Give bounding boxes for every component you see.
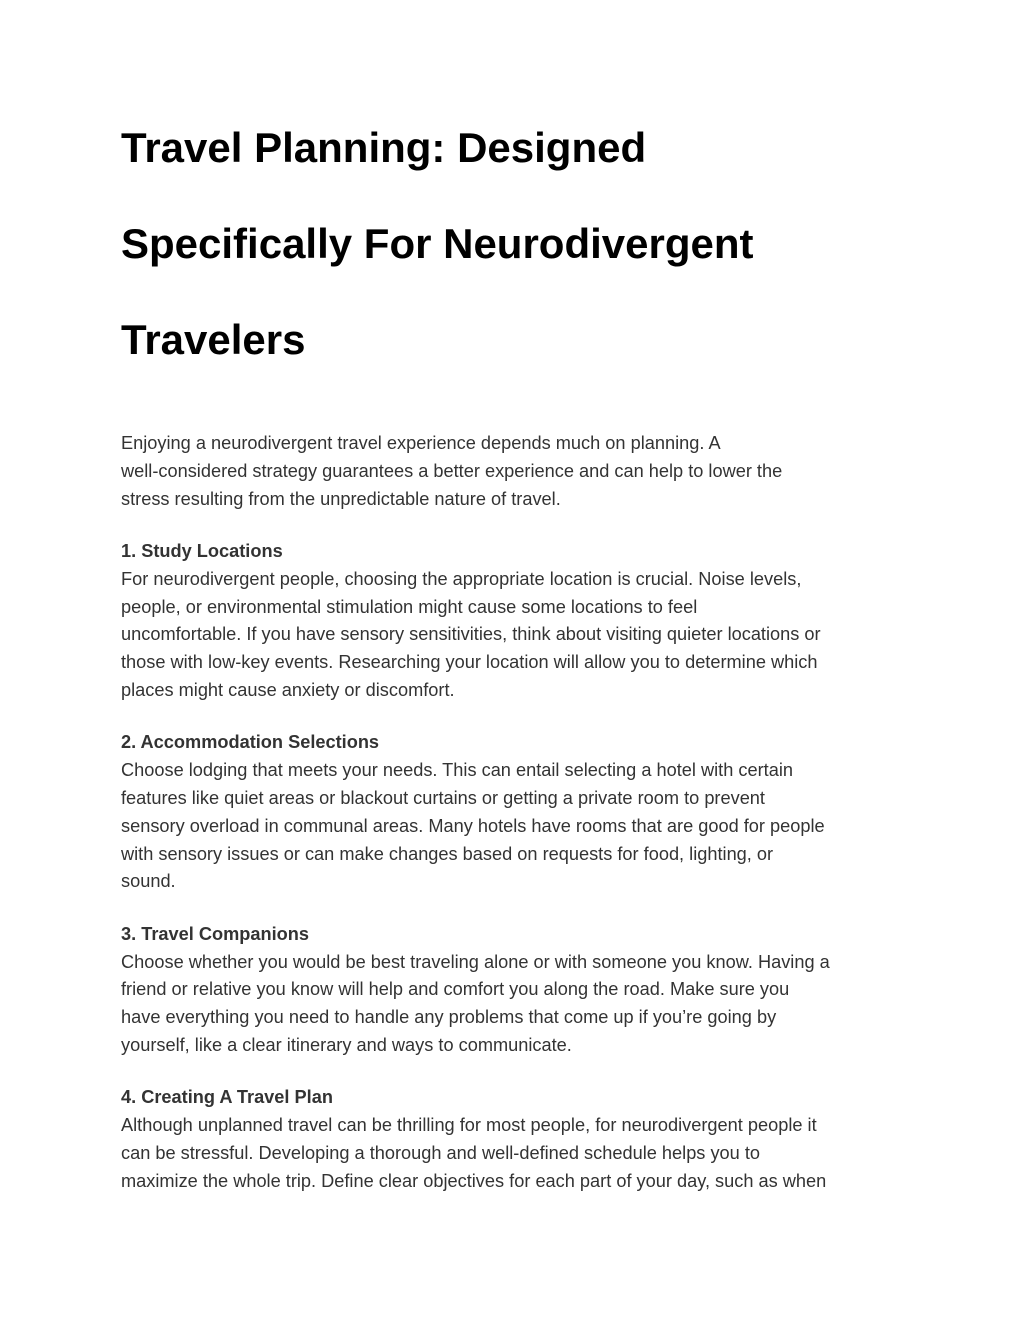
- text-line: friend or relative you know will help and comfort you along the road. Make sure you: [121, 979, 790, 1000]
- intro-paragraph: [121, 430, 906, 513]
- text-line: sensory overload in communal areas. Many hotels have rooms that are good for people: [121, 815, 825, 836]
- page-title: [121, 124, 906, 412]
- text-line: Enjoying a neurodivergent travel experience depends much on planning. A: [121, 433, 721, 453]
- section-travel-companions: [121, 921, 906, 1060]
- text-line: features like quiet areas or blackout curtains or getting a private room to prevent: [121, 787, 765, 808]
- text-line: can be stressful. Developing a thorough and well-defined schedule helps you to: [121, 1142, 760, 1163]
- document-body: [121, 430, 906, 1220]
- section-accommodation-selections: [121, 729, 906, 896]
- section-heading: 1. Study Locations: [121, 540, 283, 561]
- text-line: stress resulting from the unpredictable nature of travel.: [121, 488, 561, 509]
- section-heading: 3. Travel Companions: [121, 923, 309, 944]
- section-heading: 4. Creating A Travel Plan: [121, 1087, 333, 1108]
- section-heading: 2. Accommodation Selections: [121, 732, 380, 753]
- text-line: people, or environmental stimulation might cause some locations to feel: [121, 596, 698, 617]
- text-line: have everything you need to handle any problems that come up if you’re going by: [121, 1007, 777, 1028]
- title-line: Travel Planning: Designed: [121, 124, 647, 171]
- text-line: Although unplanned travel can be thrilling for most people, for neurodivergent people it: [121, 1115, 817, 1136]
- text-line: For neurodivergent people, choosing the appropriate location is crucial. Noise levels,: [121, 568, 802, 589]
- title-line: Specifically For Neurodivergent: [121, 220, 754, 267]
- text-line: well-considered strategy guarantees a better experience and can help to lower the: [121, 460, 783, 481]
- text-line: sound.: [121, 871, 176, 892]
- section-creating-travel-plan: [121, 1084, 906, 1195]
- text-line: Choose lodging that meets your needs. This can entail selecting a hotel with certain: [121, 760, 793, 781]
- title-line: Travelers: [121, 316, 306, 363]
- text-line: with sensory issues or can make changes based on requests for food, lighting, or: [121, 843, 774, 864]
- text-line: maximize the whole trip. Define clear objectives for each part of your day, such as when: [121, 1170, 827, 1191]
- text-line: Choose whether you would be best traveling alone or with someone you know. Having a: [121, 951, 830, 972]
- section-study-locations: [121, 538, 906, 705]
- text-line: those with low-key events. Researching your location will allow you to determine which: [121, 652, 818, 673]
- text-line: yourself, like a clear itinerary and ways to communicate.: [121, 1034, 572, 1055]
- text-line: places might cause anxiety or discomfort.: [121, 679, 455, 700]
- text-line: uncomfortable. If you have sensory sensitivities, think about visiting quieter locations or: [121, 624, 821, 645]
